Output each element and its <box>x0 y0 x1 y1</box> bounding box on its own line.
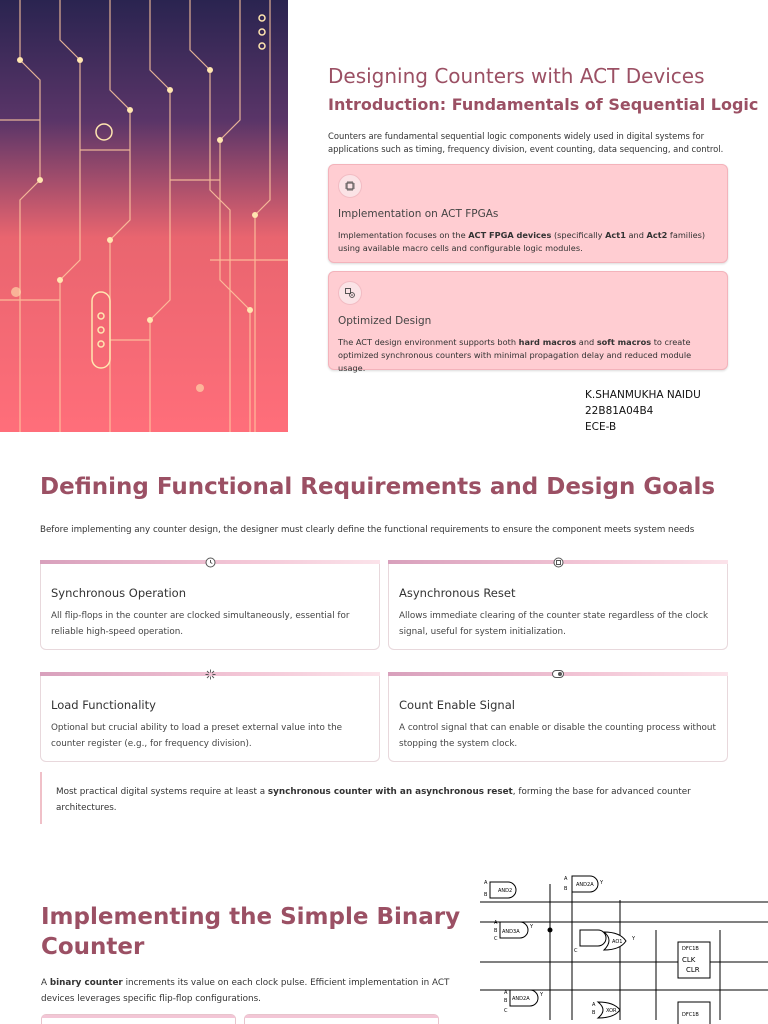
circuit-art <box>0 0 288 432</box>
counter-schematic <box>480 870 768 1024</box>
card-body: The ACT design environment supports both hard macros and soft macros to create optimized synchronous counters with minimal propagation delay and reduced module usage. <box>338 337 692 373</box>
card-body: Implementation focuses on the ACT FPGA devices (specifically Act1 and Act2 families) using available macro cells and configurable logic modules. <box>338 230 706 253</box>
author-section: ECE-B <box>585 421 617 433</box>
pin-label: B <box>592 1010 596 1016</box>
pin-label: Y <box>540 992 544 998</box>
pin-label: B <box>484 892 488 898</box>
act-fpga-card <box>328 164 728 263</box>
pin-label: B <box>494 928 498 934</box>
ff-label: DFC1B <box>682 946 699 952</box>
pin-label: B <box>564 886 568 892</box>
slide2-intro: Before implementing any counter design, the designer must clearly define the functional requirements to ensure the component meets system needs <box>40 525 695 535</box>
feature-title: Count Enable Signal <box>399 698 515 712</box>
slide3-card <box>244 1014 439 1024</box>
feature-title: Synchronous Operation <box>51 586 187 600</box>
feature-body: Optional but crucial ability to load a preset external value into the counter register (e.g., for frequency division). <box>51 723 343 749</box>
requirements-note: Most practical digital systems require at least a synchronous counter with an asynchronous reset, forming the base for advanced counter architectures. <box>40 772 730 824</box>
author-info <box>585 387 701 435</box>
pin-label: A <box>592 1002 596 1008</box>
card-title: Optimized Design <box>338 315 432 327</box>
feature-card-load <box>40 672 380 762</box>
optimized-design-card <box>328 271 728 373</box>
pin-label: C <box>494 936 498 942</box>
pin-label: Y <box>600 880 604 886</box>
author-name: K.SHANMUKHA NAIDU <box>585 389 701 401</box>
feature-title: Load Functionality <box>51 698 156 712</box>
gate-label: AND2A <box>576 882 594 888</box>
pin-label: C <box>574 948 578 954</box>
ff-clr: CLR <box>686 966 700 974</box>
slide3-card <box>41 1014 236 1024</box>
gate-label: AND3A <box>502 929 520 935</box>
pin-label: Y <box>632 936 636 942</box>
feature-card-sync <box>40 560 380 650</box>
pin-label: A <box>494 920 498 926</box>
feature-card-enable <box>388 672 728 762</box>
slide2-title: Defining Functional Requirements and Design Goals <box>40 474 716 500</box>
pin-label: A <box>504 990 508 996</box>
feature-card-reset <box>388 560 728 650</box>
slide3-intro: A binary counter increments its value on each clock pulse. Efficient implementation in ACT devices leverages specific flip-flop configurations. <box>41 978 450 1004</box>
pin-label: Y <box>530 924 534 930</box>
pin-label: C <box>504 1008 508 1014</box>
ff-clk: CLK <box>682 956 696 964</box>
author-roll: 22B81A04B4 <box>585 405 654 417</box>
slide3-title: Implementing the Simple Binary Counter <box>41 904 461 960</box>
pin-label: A <box>564 876 568 882</box>
gate-label: AND2A <box>512 996 530 1002</box>
clock-icon <box>204 556 216 568</box>
card-title: Implementation on ACT FPGAs <box>338 208 499 220</box>
pin-label: A <box>484 880 488 886</box>
gears-icon <box>338 281 362 305</box>
slide1-title: Designing Counters with ACT Devices <box>328 64 705 88</box>
slide1-intro: Counters are fundamental sequential logic components widely used in digital systems for applications such as timing, frequency division, event counting, data sequencing, and control. <box>328 131 724 154</box>
reset-icon <box>552 556 564 568</box>
toggle-icon <box>552 668 564 680</box>
gate-label: AND2 <box>498 888 513 894</box>
gate-label: AO1 <box>612 939 623 945</box>
feature-body: Allows immediate clearing of the counter state regardless of the clock signal, useful for system initialization. <box>399 611 709 637</box>
ff-label: DFC1B <box>682 1012 699 1018</box>
pin-label: B <box>504 998 508 1004</box>
load-icon <box>204 668 216 680</box>
chip-icon <box>338 174 362 198</box>
feature-title: Asynchronous Reset <box>399 586 516 600</box>
feature-body: All flip-flops in the counter are clocked simultaneously, essential for reliable high-speed operation. <box>51 611 350 637</box>
slide1-subtitle: Introduction: Fundamentals of Sequential Logic <box>328 95 759 114</box>
hero-circuit-image <box>0 0 288 432</box>
gate-label: XOR <box>606 1008 617 1014</box>
feature-body: A control signal that can enable or disable the counting process without stopping the system clock. <box>399 723 716 749</box>
